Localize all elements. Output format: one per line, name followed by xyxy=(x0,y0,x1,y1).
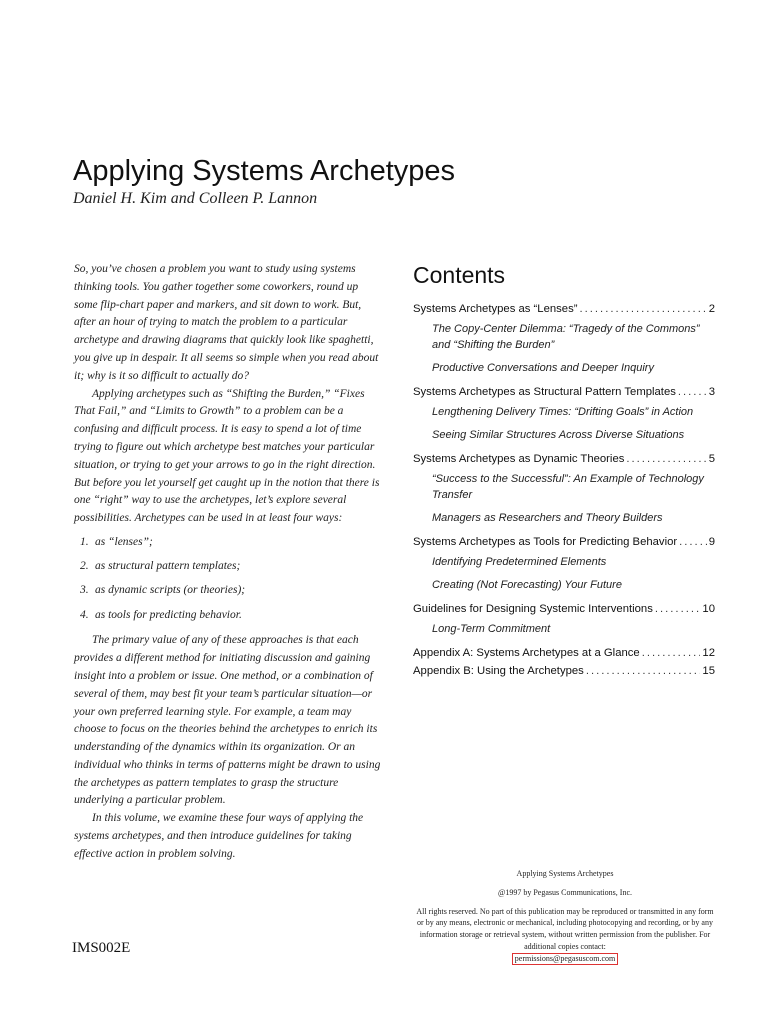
ways-list xyxy=(74,534,384,624)
toc-subentry[interactable]: Creating (Not Forecasting) Your Future xyxy=(432,579,622,591)
toc-section xyxy=(413,603,715,637)
list-number: 4. xyxy=(80,608,89,621)
table-of-contents xyxy=(413,262,715,687)
rights-notice: All rights reserved. No part of this publication may be reproduced or transmitted in any form or by any means, electronic or mechanical, including photocopying and recording, or by any information storage or retrieval system, without written permission from the publisher. For additional copies contact: xyxy=(416,906,714,951)
toc-page-number: 2 xyxy=(708,303,715,315)
toc-entry-title: Appendix B: Using the Archetypes xyxy=(413,665,584,677)
toc-page-number: 3 xyxy=(708,386,715,398)
paragraph: So, you’ve chosen a problem you want to study using systems thinking tools. You gather together some coworkers, round up some flip-chart paper and markers, and sit down to work. But, after an hour of trying to match the problem to a particular archetype and drawing diagrams that quickly look like spaghetti, you give up in despair. It all seems so simple when you read about it; why is it so difficult to actually do? xyxy=(74,263,379,382)
paragraph: In this volume, we examine these four ways of applying the systems archetypes, and then introduce guidelines for taking effective action in problem solving. xyxy=(74,812,364,860)
toc-entry[interactable] xyxy=(413,536,715,548)
toc-section xyxy=(413,647,715,659)
list-item xyxy=(80,582,384,600)
toc-page-number: 5 xyxy=(708,453,715,465)
toc-subentry[interactable]: Lengthening Delivery Times: “Drifting Goals” in Action xyxy=(432,406,694,418)
toc-section xyxy=(413,303,715,376)
email-link[interactable]: permissions@pegasuscom.com xyxy=(512,953,618,965)
toc-page-number: 12 xyxy=(702,647,715,659)
toc-entry[interactable] xyxy=(413,665,715,677)
toc-subentry[interactable]: Productive Conversations and Deeper Inquiry xyxy=(432,362,654,374)
list-number: 3. xyxy=(80,584,89,597)
toc-subentry[interactable]: Long-Term Commitment xyxy=(432,623,551,635)
body-text xyxy=(74,261,384,864)
list-number: 1. xyxy=(80,535,89,548)
toc-subentry[interactable]: Identifying Predetermined Elements xyxy=(432,556,607,568)
toc-page-number: 15 xyxy=(702,665,715,677)
list-text: as structural pattern templates; xyxy=(95,560,241,573)
authors: Daniel H. Kim and Colleen P. Lannon xyxy=(73,190,318,207)
toc-entry-title: Systems Archetypes as Dynamic Theories xyxy=(413,453,625,465)
toc-section xyxy=(413,453,715,526)
toc-entry[interactable] xyxy=(413,386,715,398)
toc-entry-title: Systems Archetypes as Tools for Predicting Behavior xyxy=(413,536,678,548)
toc-entry[interactable] xyxy=(413,603,715,615)
copyright-footer xyxy=(415,868,715,965)
toc-entry-title: Systems Archetypes as “Lenses” xyxy=(413,303,578,315)
toc-subentry[interactable]: Managers as Researchers and Theory Builders xyxy=(432,512,663,524)
page-title: Applying Systems Archetypes xyxy=(73,155,456,188)
dot-leader xyxy=(679,536,707,548)
toc-entry[interactable] xyxy=(413,303,715,315)
toc-subentry[interactable]: “Success to the Successful”: An Example of Technology Transfer xyxy=(432,473,704,501)
dot-leader xyxy=(580,303,707,315)
toc-page-number: 9 xyxy=(708,536,715,548)
dot-leader xyxy=(642,647,701,659)
list-number: 2. xyxy=(80,560,89,573)
list-text: as dynamic scripts (or theories); xyxy=(95,584,246,597)
copyright-line: @1997 by Pegasus Communications, Inc. xyxy=(497,887,633,897)
paragraph: The primary value of any of these approaches is that each provides a different method for initiating discussion and gaining insight into a problem or issue. One method, or a combination of several of them, may best fit your team’s particular situation—or your own preferred learning style. For example, a team may choose to focus on the theories behind the archetypes to enrich its understanding of the dynamics within its organization. Or an individual who thinks in terms of patterns might be drawn to using the archetypes as pattern templates to grasp the structure underlying a particular problem. xyxy=(74,634,381,807)
toc-entry-title: Appendix A: Systems Archetypes at a Glance xyxy=(413,647,640,659)
footer-title: Applying Systems Archetypes xyxy=(516,869,614,878)
list-item xyxy=(80,534,384,552)
paragraph: Applying archetypes such as “Shifting the Burden,” “Fixes That Fail,” and “Limits to Growth” to a problem can be a confusing and difficult process. It is easy to spend a lot of time trying to figure out which archetype best matches your particular situation, or trying to get your arrows to go in the right direction. But before you let yourself get caught up in the notion that there is one “right” way to use the archetypes, let’s explore several possibilities. Archetypes can be used in at least four ways: xyxy=(74,387,380,525)
toc-entry-title: Guidelines for Designing Systemic Interventions xyxy=(413,603,653,615)
toc-section xyxy=(413,536,715,593)
toc-subentry[interactable]: The Copy-Center Dilemma: “Tragedy of the Commons” and “Shifting the Burden” xyxy=(432,323,700,351)
list-item xyxy=(80,607,384,625)
list-text: as tools for predicting behavior. xyxy=(95,608,242,621)
toc-page-number: 10 xyxy=(702,603,715,615)
document-code: IMS002E xyxy=(72,940,131,956)
toc-section xyxy=(413,665,715,677)
dot-leader xyxy=(678,386,707,398)
dot-leader xyxy=(586,665,701,677)
toc-entry[interactable] xyxy=(413,453,715,465)
toc-entry[interactable] xyxy=(413,647,715,659)
toc-subentry[interactable]: Seeing Similar Structures Across Diverse Situations xyxy=(432,429,685,441)
contents-heading: Contents xyxy=(413,262,506,288)
toc-entry-title: Systems Archetypes as Structural Pattern Templates xyxy=(413,386,676,398)
dot-leader xyxy=(655,603,701,615)
list-item xyxy=(80,558,384,576)
toc-section xyxy=(413,386,715,443)
dot-leader xyxy=(626,453,706,465)
list-text: as “lenses”; xyxy=(95,535,153,548)
